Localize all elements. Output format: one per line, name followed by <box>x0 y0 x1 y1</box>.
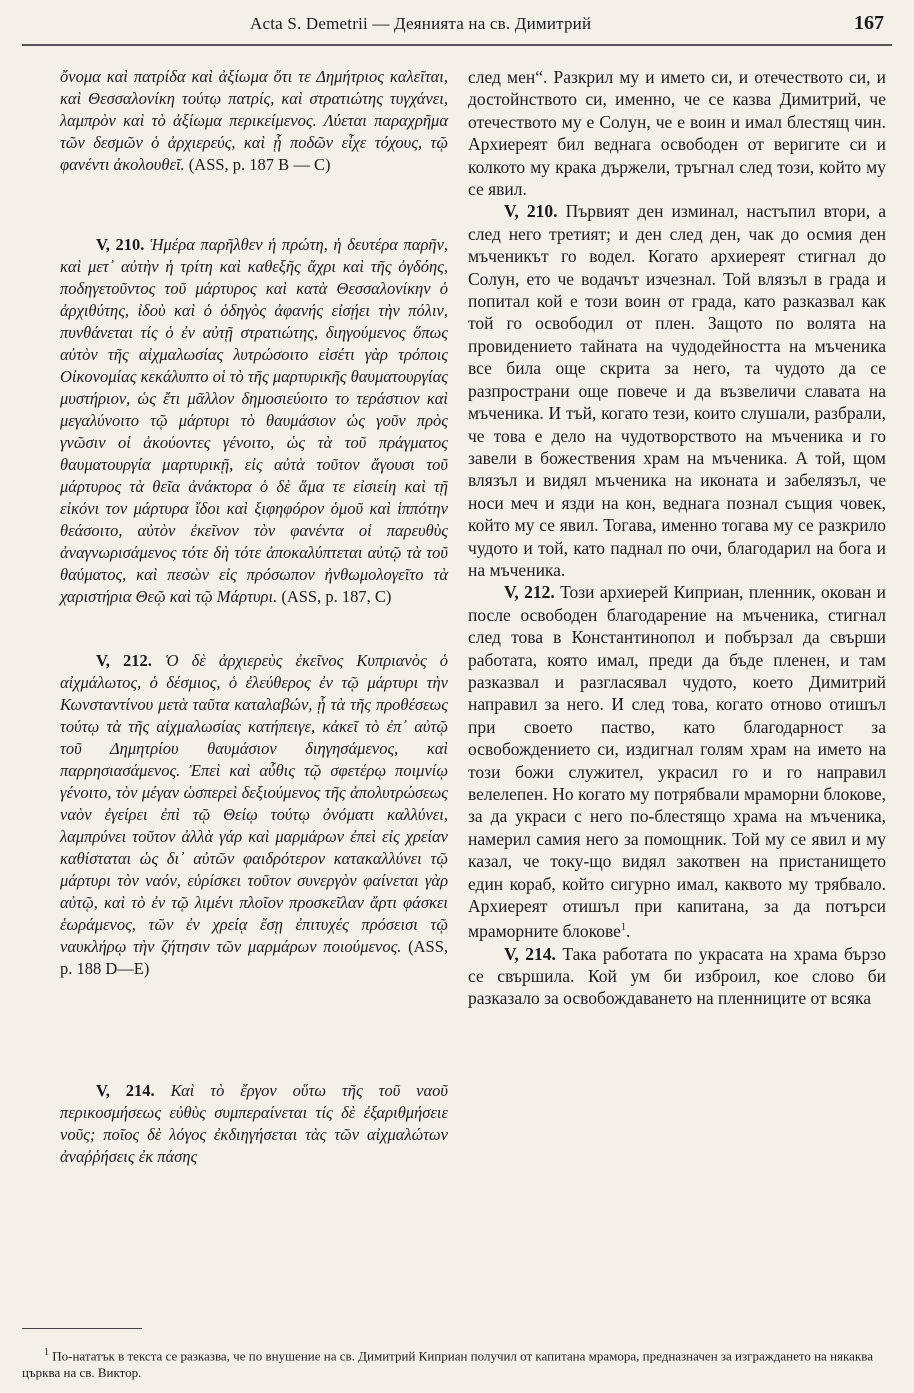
greek-column <box>60 66 448 1168</box>
header-rule <box>22 44 892 46</box>
section-number: V, 210. <box>96 235 145 254</box>
footnote <box>22 1344 888 1381</box>
running-title: Acta S. Demetrii — Деянията на св. Димитрий <box>250 14 592 33</box>
footnote-text: По-нататък в текста се разказва, че по внушение на св. Димитрий Киприан получил от капитана мрамора, предназначен за изграждането на някаква църква на св. Виктор. <box>22 1348 873 1381</box>
greek-text: Καὶ τὸ ἔργον οὕτω τῆς τοῦ ναοῦ περικοσμήσεως εὐθὺς συμπεραίνεται τίς δὲ ἐξαριθμήσειε νοῦς; ποῖος δὲ λόγος ἐκδιηγήσεται τὰς τῶν αἰχμαλώτων ἀναῤῥήσεις ἐκ πάσης <box>60 1081 448 1166</box>
bulgarian-column <box>468 66 886 1010</box>
page-header <box>0 10 914 40</box>
section-number: V, 212. <box>96 651 152 670</box>
greek-citation: (ASS, p. 188 D—E) <box>60 937 448 978</box>
bulgarian-text: Първият ден изминал, настъпил втори, а след него третият; и ден след ден, чак до осмия ден мъченикът го водел. Когато архиереят стигнал до Солун, ето че водачът изчезнал. Той влязъл в града и попитал кой е този воин от града, като разказвал как той го освободил от плен. Защото по волята на провидението тайната на чудодейността на мъченика все била още скрита за него, та чудото да се разпространи още повече и да възвеличи славата на мъченика. И тъй, когато тези, които слушали, разбрали, че това е дело на чудотворството на мъченика и го завели в божествения храм на мъченика. А той, щом влязъл и видял мъченика на иконата и забелязъл, че носи меч и язди на кон, веднага познал същия човек, който му се явил. Тогава, именно тогава му се разкрило чудото и той, като паднал по очи, благодарил на бога и на мъченика. <box>468 201 886 580</box>
section-number: V, 214. <box>96 1081 155 1100</box>
bulgarian-paragraph-214 <box>468 943 886 1010</box>
bulgarian-text: Този архиерей Киприан, пленник, окован и после освободен благодарение на мъченика, стигнал след това в Константинопол и побързал да свърши работата, която имал, преди да бъде пленен, и там разказвал и разгласявал чудото, което Димитрий направил за него. И след това, когато отново отишъл при своето паство, като благодарност за освобождението си, издигнал голям храм на името на този божи служител, украсил го и го направил велелепен. Но когато му потрябвали мраморни блокове, за да украси с него по-блестящо храма на мъченика, намерил самия него за помощник. Той му се явил и му казал, че току-що видял закотвен на пристанището един кораб, който сигурно имал, каквото му трябвало. Архиереят отишъл при капитана, за да потърси мраморните блокове <box>468 582 886 942</box>
section-number: V, 210. <box>504 201 558 222</box>
greek-paragraph-214 <box>60 1080 448 1168</box>
greek-text: Ὁ δὲ ἀρχιερεὺς ἐκεῖνος Κυπριανὸς ὁ αἰχμάλωτος, ὁ δέσμιος, ὁ ἐλεύθερος ἐν τῷ μάρτυρι τὴν Κωνσταντίνου μετὰ ταῦτα καταλαβών, ᾗ τὰ τῆς προθέσεως τούτῳ τὰ τῆς αἰχμαλωσίας κατήπειγε, κἀκεῖ τὸ ἐπ᾽ αὐτῷ τοῦ Δημητρίου θαυμάσιον διηγησάμενος, καὶ παρρησιασάμενος. Ἐπεὶ καὶ αὖθις τῷ σφετέρῳ ποιμνίῳ γένοιτο, τὸν μέγαν ὡσπερεὶ δεξιούμενος τῆς ἀπολυτρώσεως ναὸν ἐγείρει ἐπὶ τῷ Θείῳ τούτῳ ὀνόματι καλλύνει, λαμπρύνει τοῦτον ἀλλὰ γάρ καὶ μαρμάρων ἐπεὶ εἰς χρείαν καθίσταται ὡς δι᾽ αὐτῶν φαιδρότερον κατακαλλύνει τῷ μάρτυρι τὸν ναόν, εὑρίσκει τοῦτον συνεργὸν φαίνεται γὰρ αὐτῷ, καὶ τὸ ἐν τῷ λιμένι πλοῖον προσκεῖλαν ἄρτι φάσκει ἑωράμενος, τῶν ἐν χρείᾳ ἔσῃ ἐπιτυχές πρόσεισι τῷ ναυκλήρῳ τὴν ζήτησιν τῶν μαρμάρων ποιούμενος. <box>60 651 448 956</box>
greek-text: ὄνομα καὶ πατρίδα καὶ ἀξίωμα ὅτι τε Δημήτριος καλεῖται, καὶ Θεσσαλονίκη τούτῳ πατρίς, καὶ στρατιώτης τυγχάνει, λαμπρὸν καὶ τὸ ἀξίωμα περικείμενος. Λύεται παραχρῆμα τῶν δεσμῶν ὁ ἀρχιερεύς, καὶ ᾗ ποδῶν εἶχε τόχους, τῷ φανέντι ἀκολουθεῖ. <box>60 67 448 174</box>
page-number: 167 <box>854 12 884 34</box>
footnote-rule <box>22 1328 142 1329</box>
greek-text: Ἡμέρα παρῆλθεν ἡ πρώτη, ἡ δευτέρα παρῆν, καὶ μετ᾽ αὐτὴν ἡ τρίτη καὶ καθεξῆς ἄχρι καὶ τῆς ὀγδόης, ποδηγετοῦντος τοῦ μάρτυρος καὶ κατὰ Θεσσαλονίκην ὁ ἀρχιθύτης, ἰδοὺ καὶ ὁ ὁδηγὸς ἀφανής εἰσῄει τὴν πόλιν, πυνθάνεται τίς ὁ ἐν αὐτῇ στρατιώτης, διηγούμενος ὅπως αὐτὸν τῆς αἰχμαλωσίας λυτρώσοιτο εἰσέτι γὰρ τρόποις Οἰκονομίας κεκάλυπτο οἱ τὸ τῆς μαρτυρικῆς θαυματουργίας μυστήριον, ὡς ἔτι μᾶλλον δημοσιεύοιτο το τεράστιον καὶ μεγαλύνοιτο τῷ μάρτυρι τὸ θαυμάσιον ὡς γοῦν πρὸς γνῶσιν οἱ ἀκούοντες γένοιτο, ὡς τὰ τοῦ πράγματος θαυματουργία μαρτυρικῇ, εἰς αὐτὰ τοῦτον ἄγουσι τοῦ μάρτυρος τὰ θεῖα ἀνάκτορα ὁ δὲ ἅμα τε εἰσιείη καὶ τῇ εἰκόνι τον μάρτυρα ἴδοι καὶ ξιφηφόρον ὁμοῦ καὶ ἱππότην θεάσοιτο, αὐτὸν ἐκεῖνον τὸν φανέντα οἱ παρευθὺς ἀναγνωρισάμενος τότε δὴ τότε ἀποκαλύπτεται αὐτῷ τὰ τοῦ θαύματος, καὶ πεσὼν εἰς πρόσωπον ἠνθωμολογεῖτο τὰ χαριστήρια Θεῷ καὶ τῷ Μάρτυρι. <box>60 235 449 606</box>
greek-paragraph-210 <box>60 234 448 608</box>
section-number: V, 214. <box>504 943 556 964</box>
bulgarian-paragraph-210 <box>468 200 886 581</box>
greek-citation: (ASS, p. 187, C) <box>281 587 392 606</box>
bulgarian-paragraph-1 <box>468 66 886 200</box>
footnote-mark: 1 <box>44 1347 49 1358</box>
sentence-end: . <box>625 921 631 942</box>
greek-citation: (ASS, p. 187 B — C) <box>188 155 331 174</box>
section-number: V, 212. <box>504 582 555 603</box>
footnote-reference[interactable]: 1 <box>620 922 626 934</box>
bulgarian-paragraph-212 <box>468 581 886 942</box>
greek-paragraph-212 <box>60 650 448 980</box>
greek-paragraph-1 <box>60 66 448 176</box>
bulgarian-text: след мен“. Разкрил му и името си, и отечеството си, и достойнството си, именно, че се казва Димитрий, че отечеството му е Солун, че е воин и имал блестящ чин. Архиереят бил веднага освободен от веригите си и колкото му крака държели, тръгнал след този, който му се явил. <box>468 67 886 200</box>
bulgarian-text: Така работата по украсата на храма бързо се свършила. Кой ум би изброил, кое слово би разказало за освобождаването на пленниците от всяка <box>468 943 886 1009</box>
